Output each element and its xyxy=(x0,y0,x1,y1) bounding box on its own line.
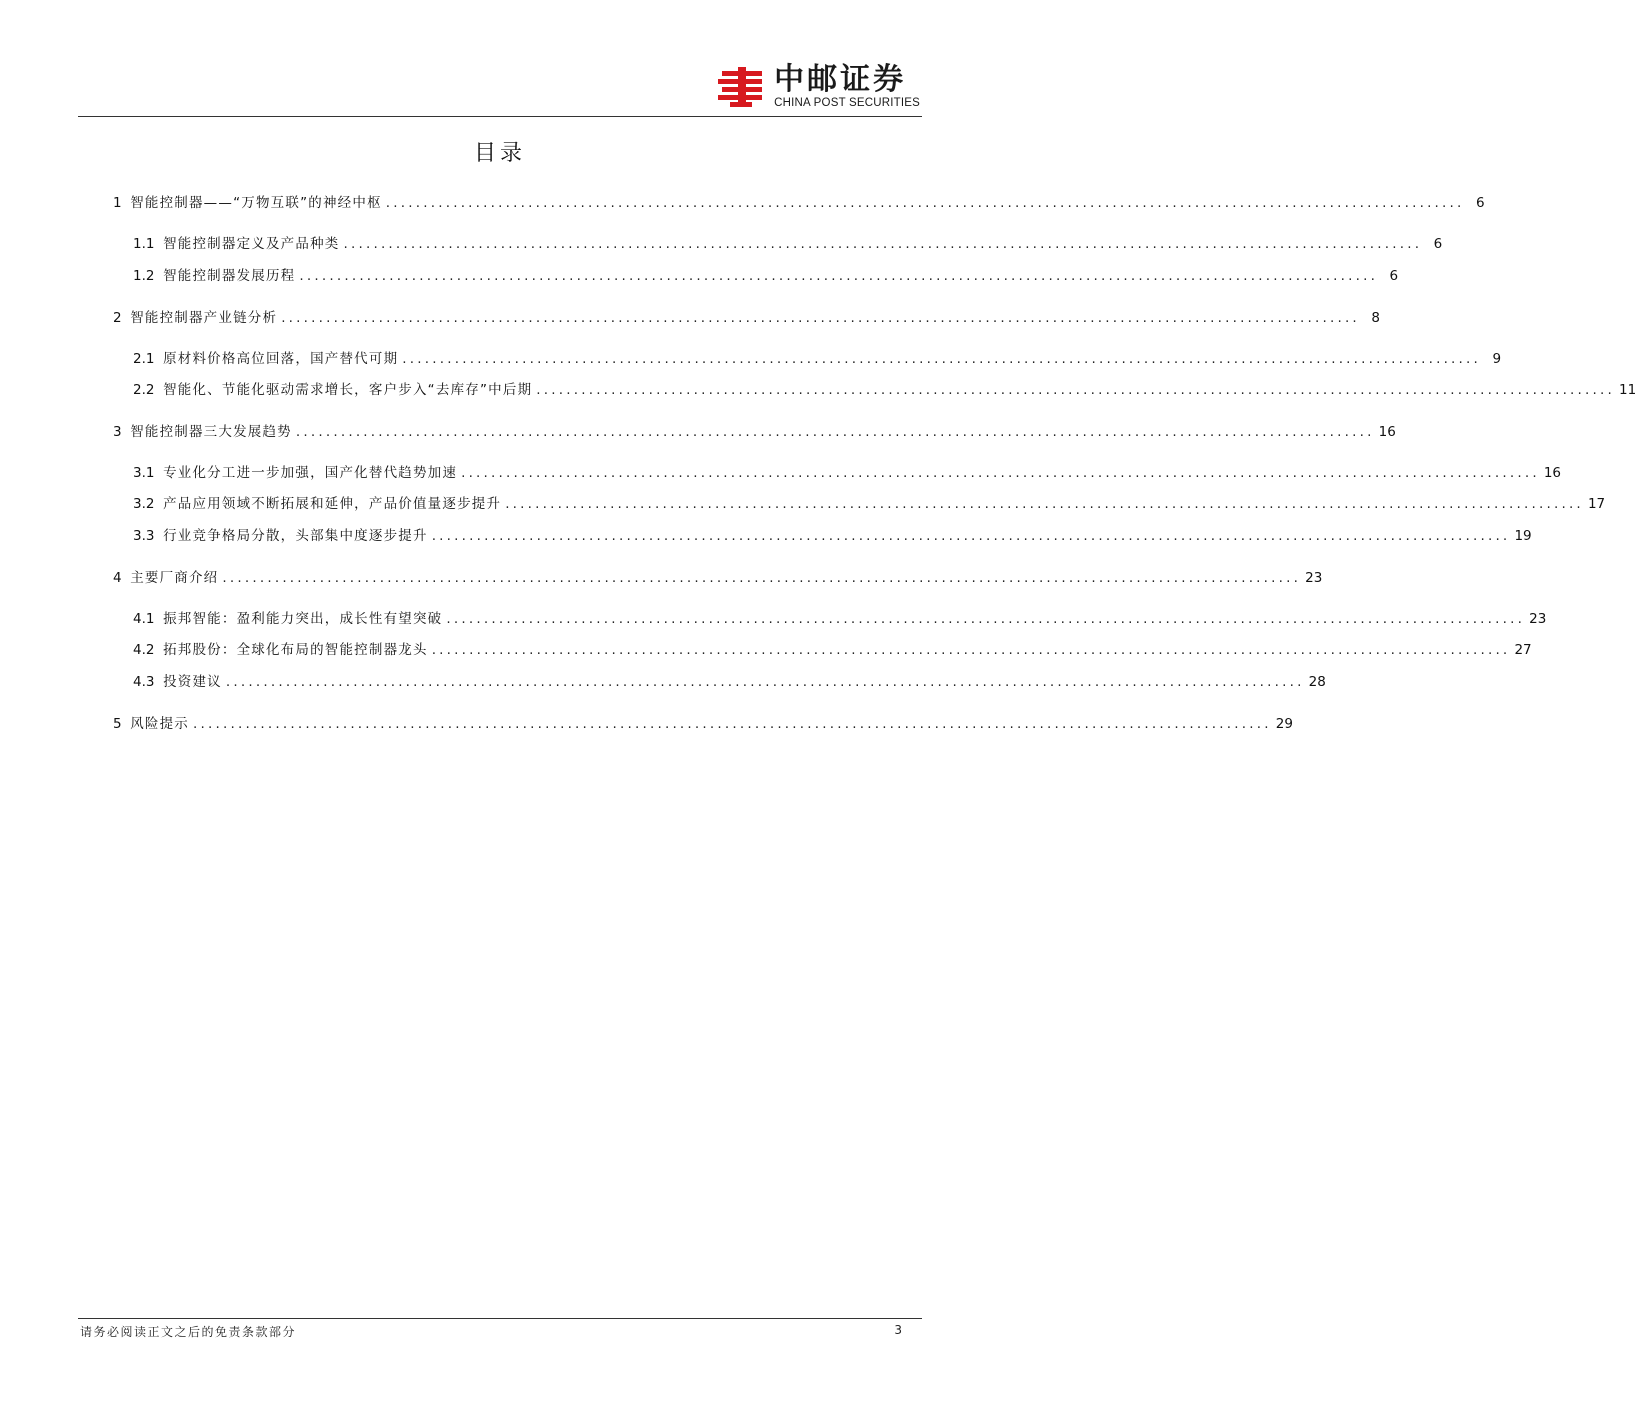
company-logo xyxy=(716,64,920,110)
toc-entry-number: 1 xyxy=(113,195,122,211)
toc-entry-page: 17 xyxy=(1587,496,1606,512)
toc-entry-number: 3.2 xyxy=(133,496,155,512)
logo-english-name: CHINA POST SECURITIES xyxy=(774,97,920,109)
toc-entry[interactable] xyxy=(113,308,1380,328)
toc-entry[interactable] xyxy=(113,422,1396,442)
toc-entry-page: 29 xyxy=(1275,716,1293,732)
toc-entry-label: 专业化分工进一步加强，国产化替代趋势加速 xyxy=(163,465,458,481)
toc-leader-dots: ................................................................................................................................................ xyxy=(461,465,1540,481)
toc-entry-page: 6 xyxy=(1433,236,1443,252)
toc-entry[interactable] xyxy=(133,526,1532,546)
toc-entry-page: 8 xyxy=(1371,310,1380,326)
toc-leader-dots: ................................................................................................................................................ xyxy=(431,642,1511,658)
toc-entry-page: 11 xyxy=(1619,382,1636,398)
toc-entry-number: 3.1 xyxy=(133,465,155,481)
toc-leader-dots: ................................................................................................................................................ xyxy=(385,195,1465,211)
toc-entry-page: 23 xyxy=(1529,611,1547,627)
toc-entry-page: 23 xyxy=(1305,570,1323,586)
toc-entry-page: 16 xyxy=(1543,465,1562,481)
toc-leader-dots: ................................................................................................................................................ xyxy=(343,236,1423,252)
toc-leader-dots: ................................................................................................................................................ xyxy=(222,570,1302,586)
footer-page-number: 3 xyxy=(894,1323,902,1337)
toc-title: 目录 xyxy=(473,141,526,166)
footer-divider xyxy=(78,1318,922,1319)
header-divider xyxy=(78,116,922,117)
toc-entry-number: 4.1 xyxy=(133,611,155,627)
toc-leader-dots: ................................................................................................................................................ xyxy=(295,424,1375,440)
toc-entry-label: 行业竞争格局分散，头部集中度逐步提升 xyxy=(163,528,428,544)
toc-entry-label: 风险提示 xyxy=(130,716,189,732)
toc-entry[interactable] xyxy=(133,463,1562,483)
toc-entry-label: 拓邦股份：全球化布局的智能控制器龙头 xyxy=(163,642,428,658)
toc-entry-label: 主要厂商介绍 xyxy=(130,570,219,586)
toc-entry-page: 6 xyxy=(1389,268,1399,284)
toc-leader-dots: ................................................................................................................................................ xyxy=(193,716,1272,732)
toc-entry-number: 3.3 xyxy=(133,528,155,544)
toc-entry-label: 智能控制器定义及产品种类 xyxy=(163,236,340,252)
toc-entry-number: 2.1 xyxy=(133,351,155,367)
toc-entry[interactable] xyxy=(113,193,1485,213)
toc-entry[interactable] xyxy=(113,568,1323,588)
toc-entry-number: 2.2 xyxy=(133,382,155,398)
toc-leader-dots: ................................................................................................................................................ xyxy=(225,674,1305,690)
toc-entry-number: 4 xyxy=(113,570,122,586)
toc-entry[interactable] xyxy=(133,609,1547,629)
toc-entry-number: 4.3 xyxy=(133,674,155,690)
toc-entry[interactable] xyxy=(113,714,1293,734)
toc-entry-page: 6 xyxy=(1475,195,1485,211)
toc-leader-dots: ................................................................................................................................................ xyxy=(299,268,1379,284)
toc-entry-page: 9 xyxy=(1492,351,1502,367)
toc-entry-page: 28 xyxy=(1308,674,1326,690)
toc-leader-dots: ................................................................................................................................................ xyxy=(402,351,1482,367)
toc-entry-label: 投资建议 xyxy=(163,674,222,690)
toc-entry-number: 1.1 xyxy=(133,236,155,252)
toc-entry-number: 4.2 xyxy=(133,642,155,658)
toc-entry[interactable] xyxy=(133,380,1636,400)
toc-entry-label: 产品应用领域不断拓展和延伸，产品价值量逐步提升 xyxy=(163,496,502,512)
toc-entry-label: 振邦智能：盈利能力突出，成长性有望突破 xyxy=(163,611,443,627)
toc-entry-number: 2 xyxy=(113,310,122,326)
toc-leader-dots: ................................................................................................................................................ xyxy=(505,496,1584,512)
toc-entry-page: 27 xyxy=(1514,642,1532,658)
toc-entry-number: 1.2 xyxy=(133,268,155,284)
toc-entry-label: 智能控制器产业链分析 xyxy=(130,310,278,326)
toc-entry[interactable] xyxy=(133,349,1502,369)
toc-entry-number: 5 xyxy=(113,716,122,732)
toc-leader-dots: ................................................................................................................................................ xyxy=(281,310,1360,326)
footer-disclaimer: 请务必阅读正文之后的免责条款部分 xyxy=(80,1325,297,1339)
logo-chinese-name: 中邮证券 xyxy=(774,62,907,97)
toc-entry[interactable] xyxy=(133,494,1606,514)
toc-entry-number: 3 xyxy=(113,424,122,440)
toc-entry-label: 原材料价格高位回落，国产替代可期 xyxy=(163,351,399,367)
toc-leader-dots: ................................................................................................................................................ xyxy=(536,382,1616,398)
toc-entry-label: 智能化、节能化驱动需求增长，客户步入“去库存”中后期 xyxy=(163,382,533,398)
toc-leader-dots: ................................................................................................................................................ xyxy=(431,528,1511,544)
toc-entry-page: 19 xyxy=(1514,528,1532,544)
toc-entry-page: 16 xyxy=(1378,424,1396,440)
toc-entry[interactable] xyxy=(133,672,1326,692)
toc-entry-label: 智能控制器——“万物互联”的神经中枢 xyxy=(130,195,382,211)
toc-entry[interactable] xyxy=(133,266,1399,286)
toc-entry-label: 智能控制器三大发展趋势 xyxy=(130,424,292,440)
china-post-logo-icon xyxy=(716,65,766,109)
toc-entry-label: 智能控制器发展历程 xyxy=(163,268,296,284)
toc-entry[interactable] xyxy=(133,234,1443,254)
toc-entry[interactable] xyxy=(133,640,1532,660)
toc-leader-dots: ................................................................................................................................................ xyxy=(446,611,1526,627)
